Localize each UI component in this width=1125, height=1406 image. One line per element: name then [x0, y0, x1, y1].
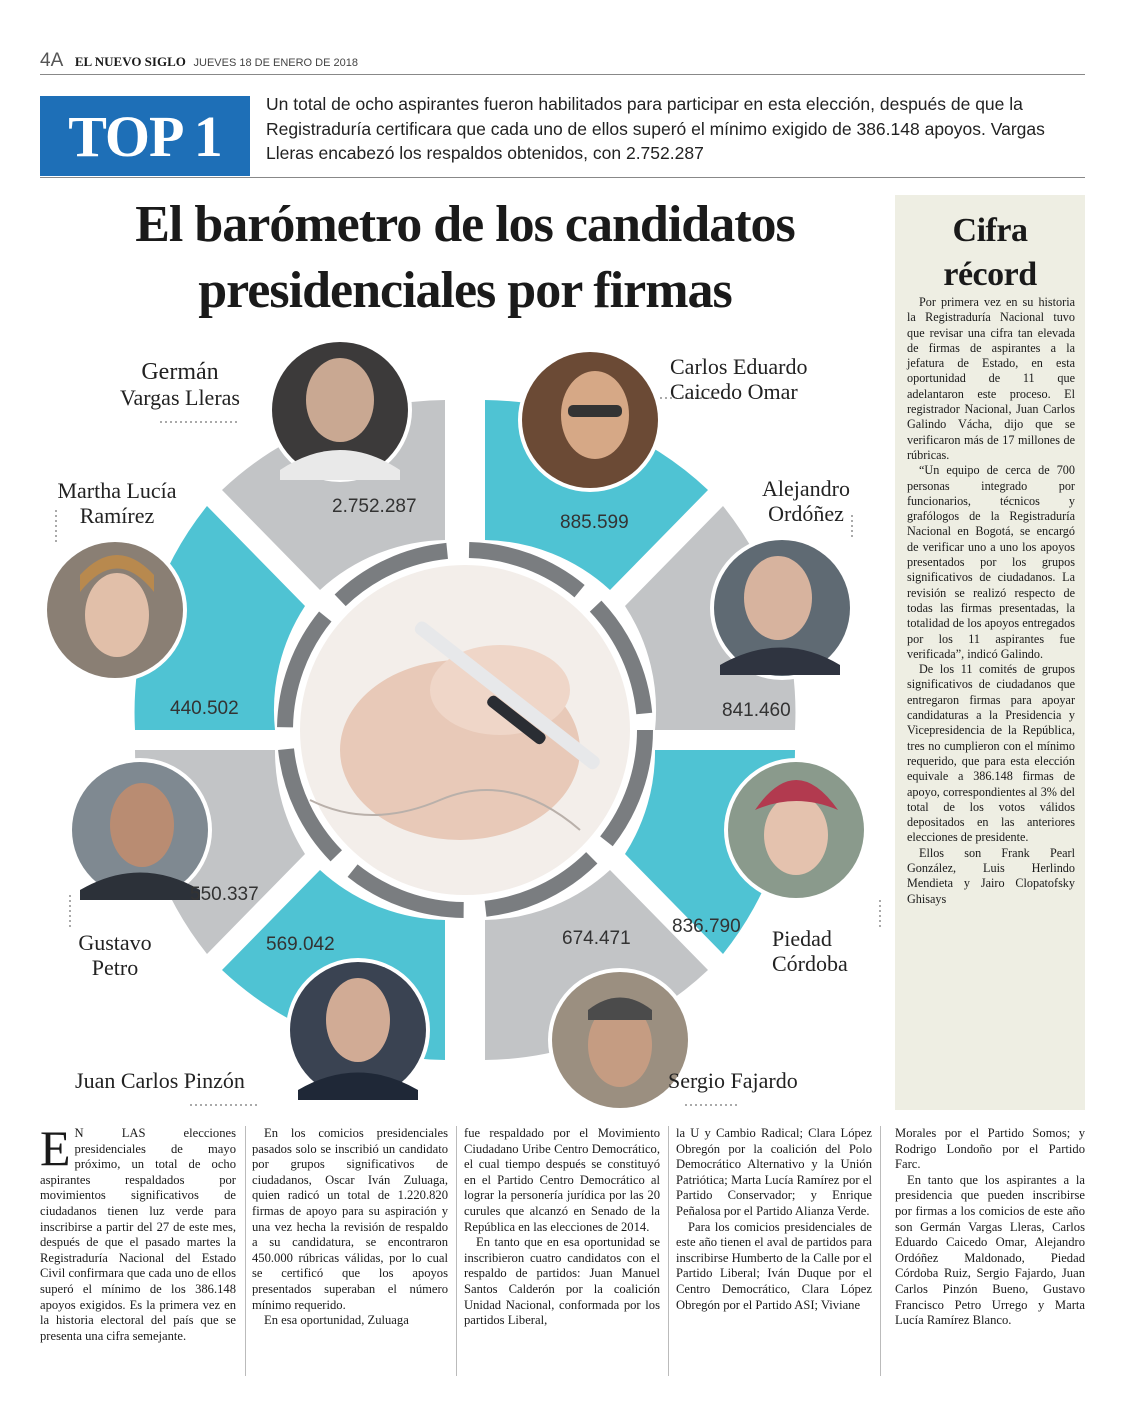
name-line: Alejandro	[762, 476, 850, 501]
article-column-3	[464, 1126, 660, 1329]
column-divider	[245, 1126, 246, 1376]
photo-caicedo	[518, 348, 662, 492]
column-divider	[880, 1126, 881, 1376]
top1-text: Un total de ocho aspirantes fueron habilitados para participar en esta elección, después de que la Registraduría certificara que cada uno de ellos superó el mínimo exigido de 386.148 apoyos. Vargas Lleras encabezó los respaldos obtenidos, con 2.752.287	[266, 94, 1045, 163]
column-divider	[456, 1126, 457, 1376]
article-paragraph: Para los comicios presidenciales de este año tienen el aval de partidos para inscribirse Humberto de la Calle por el Partido Liberal; Iván Duque por el Centro Democrático, Clara López Obregón por el Partido ASI; Viviane	[676, 1219, 872, 1312]
newspaper-brand: EL NUEVO SIGLO	[74, 54, 186, 69]
infographic-graphic	[40, 330, 890, 1120]
article-column-5	[895, 1126, 1085, 1329]
article-column-2	[252, 1126, 448, 1329]
sidebar-title	[895, 195, 1085, 297]
candidate-name-ordonez	[746, 476, 866, 526]
sidebar-paragraph: Ellos son Frank Pearl González, Luis Herlindo Mendieta y Jairo Clopatofsky Ghisays	[907, 845, 1075, 906]
issue-date: JUEVES 18 DE ENERO DE 2018	[193, 57, 358, 69]
sidebar-body	[907, 295, 1075, 907]
sidebar-box	[895, 195, 1085, 1110]
hand-signing-illustration	[300, 565, 630, 895]
sidebar-paragraph: “Un equipo de cerca de 700 personas integrado por funcionarios, técnicos y grafólogos de la Registraduría Nacional en Bogotá, se encargó de verificar uno a uno los apoyos presentados por los grupos significativos de ciudadanos. La revisión se realizó respecto de todas las firmas presentadas, la totalidad de los apoyos entregados por los 11 aspirantes fue verificada”, indicó Galindo.	[907, 463, 1075, 661]
candidate-name-fajardo: Sergio Fajardo	[668, 1068, 798, 1093]
candidate-name-pinzon: Juan Carlos Pinzón	[75, 1068, 245, 1093]
candidate-name-ramirez	[42, 478, 192, 528]
top1-label: TOP 1	[40, 96, 250, 176]
column-divider	[668, 1126, 669, 1376]
article-column-1	[40, 1120, 236, 1344]
value-vargas: 2.752.287	[332, 496, 417, 517]
sidebar-title-line: récord	[943, 256, 1037, 293]
article-paragraph: fue respaldado por el Movimiento Ciudadano Uribe Centro Democrático, el cual tiempo después se constituyó en el Partido Centro Democrático al lograr la personería jurídica por las 20 curules que alcanzó en Senado de la República en las elecciones de 2014.	[464, 1126, 660, 1234]
photo-vargas-lleras	[268, 338, 412, 482]
article-paragraph	[40, 1120, 236, 1344]
article-paragraph: En los comicios presidenciales pasados solo se inscribió un candidato por grupos significativos de ciudadanos, Oscar Iván Zuluaga, quien radicó un total de 1.220.820 firmas de apoyo para su aspiración y una vez hecha la revisión de respaldo a su candidatura, se encontraron 450.000 rúbricas válidas, por lo cual se certificó que los apoyos presentados superaban el número mínimo requerido.	[252, 1126, 448, 1312]
candidate-name-cordoba	[772, 926, 872, 976]
photo-petro	[68, 758, 212, 902]
photo-pinzon	[286, 958, 430, 1102]
name-line: Carlos Eduardo	[670, 354, 808, 379]
photo-cordoba	[724, 758, 868, 902]
photo-ramirez	[43, 538, 187, 682]
infographic	[40, 330, 890, 1120]
value-petro: 550.337	[190, 884, 259, 905]
headline-line-1: El barómetro de los candidatos	[135, 196, 795, 253]
photo-ordonez	[710, 536, 854, 680]
candidate-name-petro	[70, 930, 160, 980]
value-ramirez: 440.502	[170, 698, 239, 719]
candidate-name-vargas	[100, 360, 260, 410]
divider	[40, 177, 1085, 178]
article-text: N LAS elecciones presidenciales de mayo próximo, un total de ocho aspirantes respaldados por movimientos significativos de ciudadanos tienen luz verde para inscribirse a partir del 27 de este mes, después de que el pasado martes la Registraduría Nacional del Estado Civil confirmara que cada uno de ellos superó el mínimo de los 386.148 apoyos exigidos. Es la primera vez en la historia electoral del país que se presenta una cifra semejante.	[40, 1126, 236, 1343]
sidebar-title-line: Cifra	[952, 212, 1028, 249]
article-paragraph: la U y Cambio Radical; Clara López Obregón por la coalición del Polo Democrático Alternativo y la Unión Patriótica; Marta Lucía Ramírez por el Partido Conservador; y Enrique Peñalosa por el Partido Alianza Verde.	[676, 1126, 872, 1218]
name-line: Martha Lucía	[57, 478, 177, 503]
article-paragraph: Morales por el Partido Somos; y Rodrigo Londoño por el Partido Farc.	[895, 1126, 1085, 1172]
sidebar-paragraph: De los 11 comités de grupos significativos de ciudadanos que entregaron firmas para apoyar candidaturas a la Presidencia y Vicepresidencia de la República, tres no cumplieron con el mínimo requerido, que para esta elección equivale a 386.148 firmas de apoyo, correspondientes al 3% del total de los votos válidos depositados en las anteriores elecciones de presidente.	[907, 662, 1075, 845]
name-line: Gustavo	[78, 930, 152, 955]
name-line: Germán	[141, 359, 219, 385]
name-line: Vargas Lleras	[120, 385, 240, 410]
article-paragraph: En tanto que en esa oportunidad se inscribieron cuatro candidatos con el respaldo de partidos: Juan Manuel Santos Calderón por la coalición Unidad Nacional, conformada por los partidos Liberal,	[464, 1235, 660, 1328]
article-paragraph: En esa oportunidad, Zuluaga	[264, 1313, 409, 1328]
value-pinzon: 569.042	[266, 934, 335, 955]
article-paragraph: En tanto que los aspirantes a la presidencia que pueden inscribirse por firmas a los comicios de este año son Germán Vargas Lleras, Carlos Eduardo Caicedo Omar, Alejandro Ordóñez Maldonado, Piedad Córdoba Ruiz, Sergio Fajardo, Juan Carlos Pinzón Bueno, Gustavo Francisco Petro Urrego y Marta Lucía Ramírez Blanco.	[895, 1172, 1085, 1328]
name-line: Caicedo Omar	[670, 379, 798, 404]
name-line: Ordóñez	[768, 501, 844, 526]
name-line: Ramírez	[79, 503, 155, 528]
sidebar-paragraph: Por primera vez en su historia la Registraduría Nacional tuvo que revisar una cifra tan elevada de firmas de aspirantes a la jefatura de Estado, en esta oportunidad de 11 que adelantaron este proceso. El registrador Nacional, Juan Carlos Galindo Vácha, dijo que se verificaron más de 17 millones de rúbricas.	[907, 295, 1075, 462]
page-number: 4A	[40, 50, 64, 71]
name-line: Córdoba	[772, 951, 848, 976]
page-header	[40, 50, 1085, 75]
candidate-name-caicedo	[670, 354, 870, 404]
name-line: Piedad	[772, 926, 832, 951]
name-line: Petro	[91, 955, 139, 980]
value-cordoba: 836.790	[672, 916, 741, 937]
article-body	[40, 1120, 1085, 1386]
article-column-4	[676, 1126, 872, 1313]
value-caicedo: 885.599	[560, 512, 629, 533]
headline-line-2: presidenciales por firmas	[198, 262, 732, 319]
value-ordonez: 841.460	[722, 700, 791, 721]
headline	[40, 192, 890, 324]
dropcap: E	[40, 1120, 71, 1176]
value-fajardo: 674.471	[562, 928, 631, 949]
